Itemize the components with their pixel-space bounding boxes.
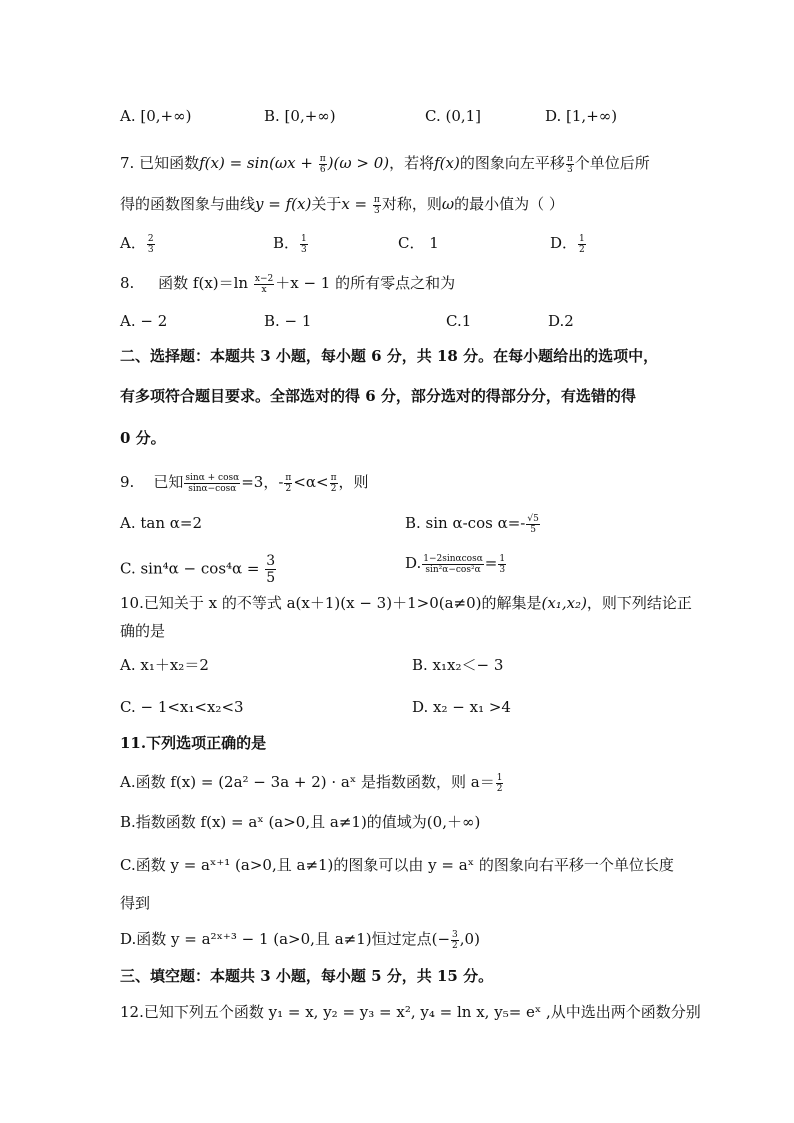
q7-text: 的最小值为（ ） (454, 195, 564, 213)
q10-line-2: 确的是 (120, 622, 166, 640)
q6-option-c: C. (0,1] (425, 107, 482, 125)
q7-curve: y = f(x) (255, 195, 312, 213)
q9-text: =3， (241, 473, 279, 491)
q7-text: 对称，则 (381, 195, 442, 213)
q9-text: ，则 (338, 473, 369, 491)
q10-option-b: B. x₁x₂＜− 3 (412, 656, 504, 674)
q11-option-b: B.指数函数 f(x) = aˣ (a>0,且 a≠1)的值域为(0,＋∞) (120, 813, 481, 831)
q11-option-c-line-1: C.函数 y = aˣ⁺¹ (a>0,且 a≠1)的图象可以由 y = aˣ 的图象向右平移一个单位长度 (120, 856, 674, 874)
q8-option-d: D.2 (548, 312, 574, 330)
q7-pi-over-6: $\frac{\pi}{6}$ (319, 153, 326, 175)
q9-line (120, 472, 369, 494)
q7-text: 的图象向左平移 (459, 154, 565, 172)
q10-option-a: A. x₁＋x₂＝2 (120, 656, 209, 674)
q7-number: 7. (120, 154, 135, 172)
q10-option-c: C. − 1<x₁<x₂<3 (120, 698, 244, 716)
section2-heading-1: 二、选择题：本题共 3 小题，每小题 6 分，共 18 分。在每小题给出的选项中， (120, 347, 659, 365)
q10-line-1 (120, 593, 692, 613)
section2-heading-2: 有多项符合题目要求。全部选对的得 6 分，部分选对的得部分分，有选错的得 (120, 387, 636, 405)
q8-text: 函数 f(x)＝ln (158, 274, 249, 292)
q9-option-c: C. sin⁴α − cos⁴α = $\frac{3}{5}$ (120, 553, 276, 586)
q7-text: 得的函数图象与曲线 (120, 195, 256, 213)
q9-fraction: $\frac{\sin\alpha + \cos\alpha}{\sin\alpha-\cos\alpha}$ (185, 472, 240, 494)
q7-text: 已知函数 (139, 154, 200, 172)
q7-x-equals: x = (341, 195, 372, 213)
q7-text: 关于 (311, 195, 342, 213)
q11-heading: 11.下列选项正确的是 (120, 734, 267, 752)
q8-fraction: $\frac{x-2}{x}$ (254, 273, 274, 295)
q9-option-a: A. tan α=2 (120, 514, 203, 532)
q7-omega: ω (441, 195, 455, 213)
q9-range: - (278, 473, 284, 491)
q7-option-c: C． 1 (398, 234, 439, 252)
q10-interval: (x₁,x₂) (541, 594, 587, 612)
q8-number: 8. (120, 274, 135, 292)
q9-range: <α< (293, 473, 329, 491)
q11-option-a: A.函数 f(x) = (2a² − 3a + 2) · aˣ 是指数函数，则 a＝ $\frac{1}{2}$ (120, 772, 503, 794)
q6-option-a: A. [0,+∞) (120, 107, 192, 125)
q7-line-2 (120, 194, 564, 216)
q7-condition: )(ω > 0) (327, 154, 390, 172)
q7-option-d: D． $\frac{1}{2}$ (550, 233, 585, 255)
q7-line-1 (120, 153, 650, 175)
q10-text: 10.已知关于 x 的不等式 a(x＋1)(x − 3)＋1>0(a≠0)的解集是 (120, 594, 542, 612)
section3-heading: 三、填空题：本题共 3 小题，每小题 5 分，共 15 分。 (120, 967, 494, 985)
q9-option-d: D. $\frac{1-2\sin\alpha\cos\alpha}{\text{sin²α−cos²α}}$ = $\frac{1}{3}$ (405, 553, 506, 575)
q12-line-1: 12.已知下列五个函数 y₁ = x, y₂ = y₃ = x², y₄ = ln x, y₅= eˣ ,从中选出两个函数分别 (120, 1003, 701, 1021)
section2-heading-3: 0 分。 (120, 429, 166, 447)
q9-pi-over-2: $\frac{\pi}{2}$ (285, 472, 292, 494)
q7-function: f(x) = sin(ωx + (199, 154, 318, 172)
q7-option-b: B． $\frac{1}{3}$ (273, 233, 307, 255)
q8-option-c: C.1 (446, 312, 472, 330)
q11-option-c-line-2: 得到 (120, 894, 151, 912)
q6-option-d: D. [1,+∞) (545, 107, 618, 125)
q9-option-b: B. sin α-cos α=- $\frac{√5}{5}$ (405, 513, 539, 535)
q10-text: ，则下列结论正 (586, 594, 692, 612)
q8-text: ＋x − 1 的所有零点之和为 (275, 274, 456, 292)
q9-number: 9. (120, 473, 135, 491)
q11-option-d: D.函数 y = a²ˣ⁺³ − 1 (a>0,且 a≠1)恒过定点(− $\frac{3}{2}$ ,0) (120, 929, 480, 951)
q8-option-a: A. − 2 (120, 312, 168, 330)
q7-pi-over-3-axis: $\frac{\pi}{3}$ (373, 194, 380, 216)
q7-fx: f(x) (434, 154, 460, 172)
q7-text: ，若将 (389, 154, 435, 172)
q7-text: 个单位后所 (574, 154, 650, 172)
q7-pi-over-3: $\frac{\pi}{3}$ (566, 153, 573, 175)
q7-option-a: A． $\frac{2}{3}$ (120, 233, 154, 255)
q10-option-d: D. x₂ − x₁ >4 (412, 698, 511, 716)
q6-option-b: B. [0,+∞) (264, 107, 336, 125)
q8-line (120, 273, 455, 295)
q8-option-b: B. − 1 (264, 312, 312, 330)
q9-text: 已知 (153, 473, 184, 491)
q9-pi-over-2: $\frac{\pi}{2}$ (330, 472, 337, 494)
